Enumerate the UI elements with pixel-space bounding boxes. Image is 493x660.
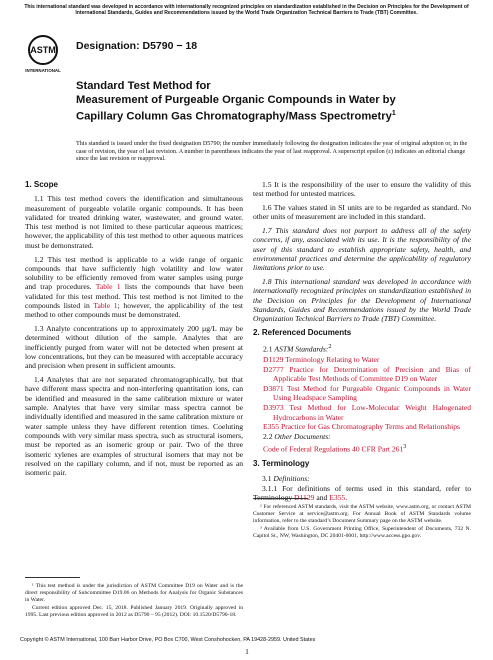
paragraph-1-6: 1.6 The values stated in SI units are to be regarded as standard. No other units of measurement are included in this standard. [253, 203, 471, 222]
referenced-documents-heading: 2. Referenced Documents [253, 328, 352, 338]
table-1-link-2[interactable]: Table 1 [93, 301, 118, 311]
cfr-sup: 3 [403, 443, 407, 451]
logo-subtext: INTERNATIONAL [25, 68, 61, 73]
reference-code-link[interactable]: D1129 [263, 355, 284, 365]
p3-1-1-text: 3.1.1 For definitions of terms used in this standard, refer to Terminology [253, 483, 471, 503]
document-title [76, 80, 476, 125]
reference-title[interactable]: Test Method for Purgeable Organic Compounds in Water Using Headspace Sampling [273, 384, 471, 403]
other-documents-label [263, 432, 471, 441]
terminology-heading: 3. Terminology [253, 459, 310, 469]
p1-2-text-a: 1.2 This test method is applicable to a wide range of organic compounds that have sufficiently high volatility and low water solubility to be efficiently removed from water samples using purge and trap procedures. [25, 254, 243, 292]
paragraph-1-2 [25, 255, 243, 320]
paragraph-1-1: 1.1 This test method covers the identification and simultaneous measurement of purgeable volatile organic compounds. It has been validated for treated drinking water, wastewater, and ground water. This test method is not limited to these particular aqueous matrices; however, the applicability of this test method to other aqueous matrices must be demonstrated. [25, 194, 243, 250]
reference-list [253, 355, 471, 431]
table-1-link[interactable]: Table 1 [95, 282, 121, 292]
standard-notice: This international standard was developed in accordance with internationally recognized principles on standardization established in the Decision on Principles for the Development of International Standards, Guides and Recommendations issued by the World Trade Organization Technical Barriers to Trade (TBT) Committee. [24, 4, 469, 17]
page-number: 1 [245, 647, 249, 656]
reference-item [263, 384, 471, 403]
title-line-2: Measurement of Purgeable Organic Compounds in Water by [76, 93, 396, 106]
reference-code-link[interactable]: D3871 [263, 384, 284, 394]
reference-item [263, 422, 471, 431]
p3-1-1-and: and [316, 493, 328, 503]
logo-text: ASTM [30, 45, 56, 55]
reference-title[interactable]: Practice for Determination of Precision and Bias of Applicable Test Methods of Committee D19 on Water [273, 365, 471, 384]
reference-item [263, 403, 471, 422]
other-label-text: Other Documents: [274, 432, 331, 442]
footnote-3: ³ Available from U.S. Government Printing Office, Superintendent of Documents, 732 N. Capitol St., NW, Washington, DC 20401-0001, http://www.access.gpo.gov. [253, 526, 471, 540]
title-line-1: Standard Test Method for [76, 80, 211, 92]
astm-label-text: ASTM Standards: [274, 344, 329, 354]
paragraph-3-1-1 [253, 484, 471, 503]
cfr-text[interactable]: Code of Federal Regulations [263, 444, 351, 454]
footnote-divider-right [253, 498, 308, 499]
reference-title[interactable]: Test Method for Low-Molecular Weight Halogenated Hydrocarbons in Water [273, 403, 471, 422]
astm-label-num: 2.1 [263, 344, 273, 354]
reference-code-link[interactable]: D2777 [263, 365, 284, 375]
reference-item [263, 365, 471, 384]
e355-link[interactable]: E355 [329, 493, 346, 503]
reference-code-link[interactable]: D3973 [263, 403, 284, 413]
def-label-num: 3.1 [262, 473, 272, 483]
astm-logo-icon [24, 34, 62, 74]
title-footnote-mark: 1 [391, 110, 396, 118]
reference-title[interactable]: Terminology Relating to Water [285, 355, 380, 365]
paragraph-1-5: 1.5 It is the responsibility of the user to ensure the validity of this test method for untested matrices. [253, 180, 471, 199]
footnote-1: ¹ This test method is under the jurisdiction of ASTM Committee D19 on Water and is the direct responsibility of Subcommittee D19.06 on Methods for Analysis for Organic Substances in Water. [25, 583, 243, 603]
definitions-label [253, 474, 471, 483]
cfr-link[interactable]: 40 CFR Part 261 [352, 444, 404, 454]
astm-standards-label [263, 342, 471, 354]
d1129-link[interactable]: D1129 [294, 493, 315, 503]
standard-issue-note: This standard is issued under the fixed designation D5790; the number immediately following the designation indicates the year of original adoption or, in the case of revision, the year of last revision. A number in parentheses indicates the year of last reapproval. A superscript epsilon (ε) indicates an editorial change since the last revision or reapproval. [76, 140, 468, 163]
p1-2-text-b: lists the compounds that have been validated for this test method. This test method is not limited to the compounds listed in [25, 282, 244, 311]
reference-item [263, 355, 471, 364]
other-label-num: 2.2 [263, 432, 273, 442]
astm-label-sup: 2 [328, 343, 332, 351]
copyright-line: Copyright © ASTM International, 100 Barr Harbor Drive, PO Box C700, West Conshohocken, PA 19428-2959. United States [20, 637, 316, 643]
cfr-reference [263, 442, 471, 454]
p3-1-1-end: . [345, 493, 348, 503]
p1-2-text-c: ; however, the applicability of the test method to other compounds must be demonstrated. [25, 301, 244, 320]
footnote-2: ² For referenced ASTM standards, visit the ASTM website, www.astm.org, or contact ASTM Customer Service at service@astm.org. For Annual Book of ASTM Standards volume information, refer to the standard’s Document Summary page on the ASTM website. [253, 504, 471, 524]
scope-heading: 1. Scope [25, 180, 58, 189]
reference-code-link[interactable]: E355 [263, 422, 280, 432]
footnote-1-edition: Current edition approved Dec. 15, 2018. Published January 2019. Originally approved in 1995. Last previous edition approved in 2012 as D5790 – 95 (2012). DOI: 10.1520/D5790-18. [25, 605, 243, 619]
footnotes-left [25, 583, 243, 621]
def-label-text: Definitions: [273, 473, 310, 483]
right-column [253, 180, 471, 507]
footnote-divider-left [25, 577, 80, 578]
footnotes-right [253, 504, 471, 542]
title-line-3: Capillary Column Gas Chromatography/Mass Spectrometry [76, 110, 392, 123]
paragraph-1-3: 1.3 Analyte concentrations up to approximately 200 µg/L may be determined without dilution of the sample. Analytes that are inefficiently purged from water will not be detected when present at low concentrations, but they can be measured with acceptable accuracy and precision when present in sufficient amounts. [25, 324, 243, 371]
astm-logo [24, 34, 62, 74]
left-column [25, 180, 243, 482]
paragraph-1-4: 1.4 Analytes that are not separated chromatographically, but that have different mass spectra and non-interfering quantitation ions, can be identified and measured in the same calibration mixture or water sample. Analytes that have very similar mass spectra cannot be individually identified and measured in the same calibration mixture or water sample unless they have different retention times. Coeluting compounds with very similar mass spectra, such as structural isomers, must be reported as an isomeric group or pair. Two of the three isomeric xylenes are examples of structural isomers that may not be resolved on the capillary column, and if not, must be reported as an isomeric pair. [25, 375, 243, 478]
reference-title[interactable]: Practice for Gas Chromatography Terms and Relationships [280, 422, 460, 432]
designation: Designation: D5790 − 18 [76, 40, 198, 52]
paragraph-1-8: 1.8 This international standard was developed in accordance with internationally recognized principles on standardization established in the Decision on Principles for the Development of International Standards, Guides and Recommendations issued by the World Trade Organization Technical Barriers to Trade (TBT) Committee. [253, 277, 471, 324]
paragraph-1-7: 1.7 This standard does not purport to address all of the safety concerns, if any, associated with its use. It is the responsibility of the user of this standard to establish appropriate safety, health, and environmental practices and determine the applicability of regulatory limitations prior to use. [253, 226, 471, 273]
